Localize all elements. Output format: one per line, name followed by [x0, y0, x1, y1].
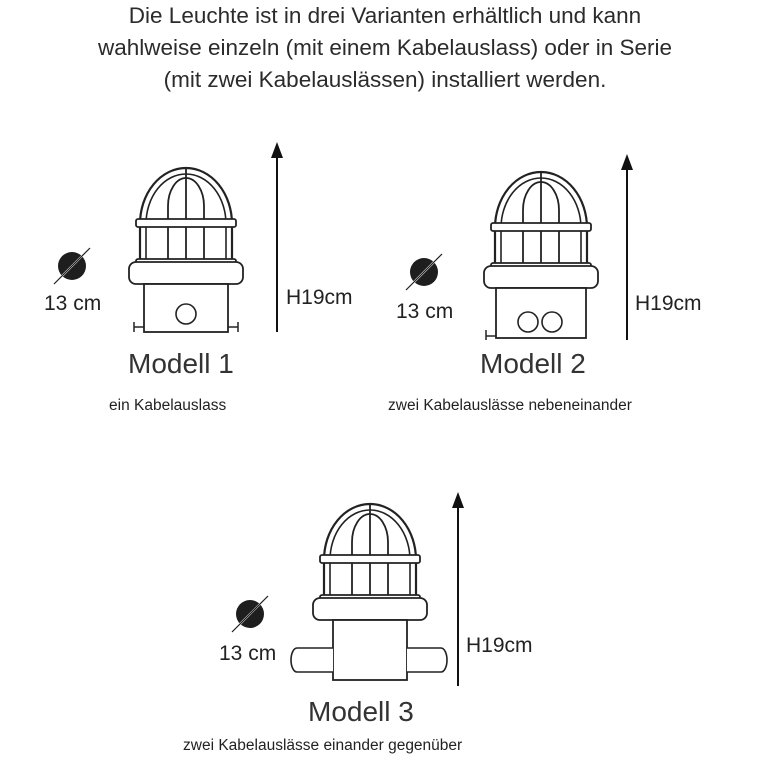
diameter-label-model-2: 13 cm: [396, 300, 454, 323]
lamp-drawing-model-3: [291, 504, 447, 680]
diameter-icon-model-1: [54, 248, 90, 284]
height-label-model-3: H19cm: [466, 634, 533, 657]
lamp-drawing-model-2: [484, 172, 598, 340]
intro-line-1: Die Leuchte ist in drei Varianten erhältlich und kann: [128, 3, 642, 28]
height-label-model-1: H19cm: [286, 286, 353, 309]
intro-line-2: wahlweise einzeln (mit einem Kabelauslass) oder in Serie: [97, 35, 673, 60]
model-title-2: Modell 2: [480, 348, 586, 379]
diameter-icon-model-2: [406, 254, 442, 290]
model-description-1: ein Kabelauslass: [109, 397, 227, 414]
height-arrow-model-1: [271, 142, 283, 332]
model-title-3: Modell 3: [308, 696, 414, 727]
model-description-2: zwei Kabelauslässe nebeneinander: [388, 397, 632, 414]
height-arrow-model-3: [452, 492, 464, 686]
height-label-model-2: H19cm: [635, 292, 702, 315]
model-description-3: zwei Kabelauslässe einander gegenüber: [183, 737, 463, 754]
diameter-label-model-3: 13 cm: [219, 642, 277, 665]
model-title-1: Modell 1: [128, 348, 234, 379]
height-arrow-model-2: [621, 154, 633, 340]
lamp-drawing-model-1: [129, 168, 243, 332]
diameter-icon-model-3: [232, 596, 268, 632]
intro-line-3: (mit zwei Kabelauslässen) installiert werden.: [163, 67, 607, 92]
diameter-label-model-1: 13 cm: [44, 292, 102, 315]
